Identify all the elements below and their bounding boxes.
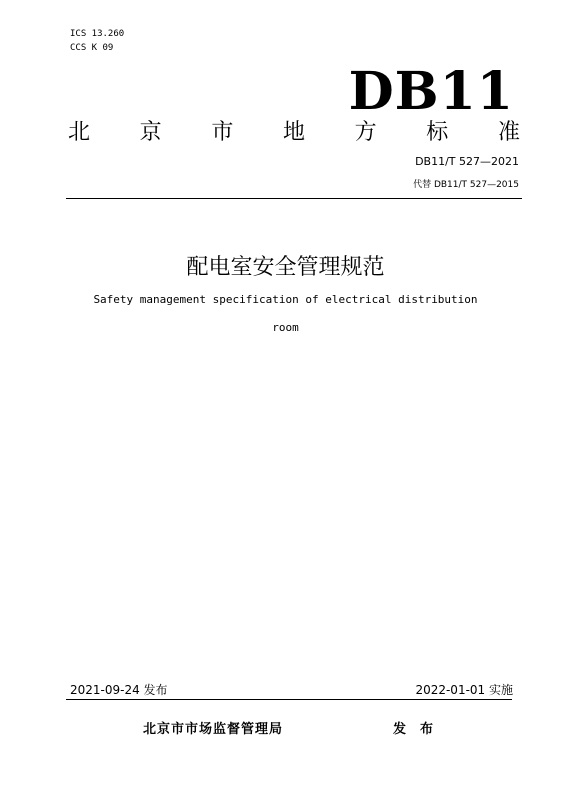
replaces-standard: 代替 DB11/T 527—2015 (413, 180, 519, 190)
heading-char: 地 (282, 120, 305, 145)
heading-char: 标 (426, 120, 449, 145)
publish-date: 2021-09-24 发布 (70, 683, 168, 697)
local-standard-heading (68, 119, 520, 147)
heading-char: 方 (354, 120, 377, 145)
heading-char: 准 (497, 120, 520, 145)
footer-divider (66, 699, 512, 700)
heading-char: 北 (68, 120, 91, 145)
standard-code-logo: DB11 (348, 61, 514, 122)
heading-char: 京 (139, 120, 162, 145)
title-english-line1: Safety management specification of electrical distribution (93, 293, 478, 306)
ccs-code: CCS K 09 (70, 43, 114, 53)
ics-code: ICS 13.260 (70, 29, 125, 39)
standard-number: DB11/T 527—2021 (415, 155, 519, 168)
classification-codes (70, 27, 124, 55)
title-chinese: 配电室安全管理规范 (186, 255, 385, 280)
issuing-authority: 北京市市场监督管理局 (143, 722, 284, 737)
title-english-line2: room (272, 321, 299, 334)
heading-char: 市 (211, 120, 234, 145)
header-divider (66, 198, 522, 199)
implement-date: 2022-01-01 实施 (415, 683, 513, 697)
issue-label: 发布 (393, 722, 448, 737)
